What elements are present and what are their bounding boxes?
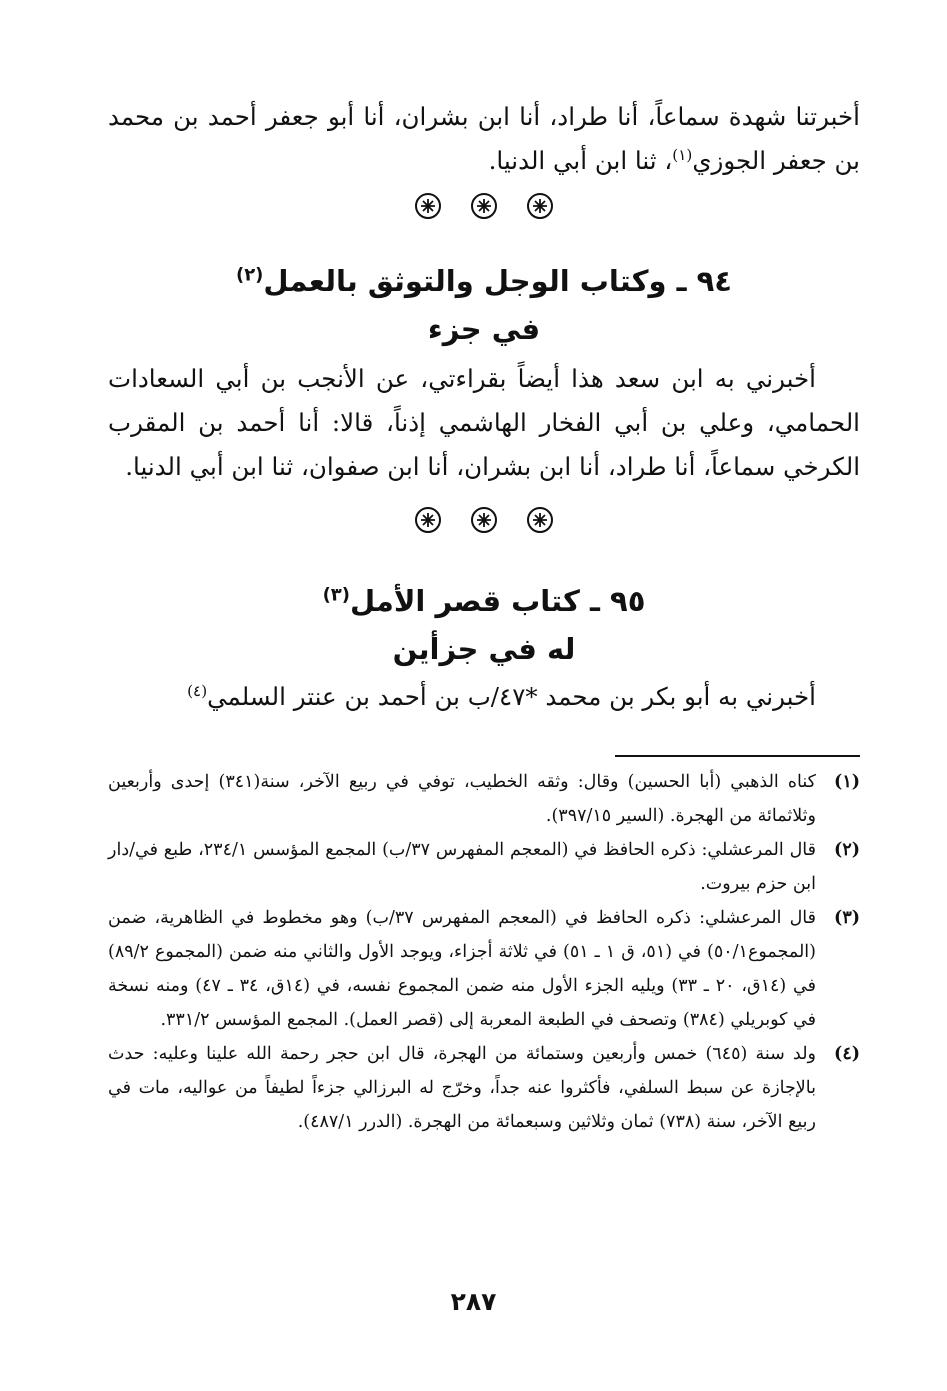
paragraph-isnad-2: أخبرني به ابن سعد هذا أيضاً بقراءتي، عن الأنجب بن أبي السعادات الحمامي، وعلي بن أبي الفخار الهاشمي إذناً، قالا: أنا أحمد بن المقرب الكرخي سماعاً، أنا طراد، أنا ابن بشران، أنا ابن صفوان، ثنا ابن أبي الدنيا. xyxy=(108,364,860,481)
footnote-separator xyxy=(615,755,860,757)
chapter-heading-95 xyxy=(108,577,860,625)
paragraph-isnad-1 xyxy=(108,95,860,183)
ornament-icon xyxy=(527,507,553,533)
page-number: ٢٨٧ xyxy=(450,1287,497,1316)
footnote-text: ولد سنة (٦٤٥) خمس وأربعين وستمائة من الهجرة، قال ابن حجر رحمة الله علينا وعليه: حدث بالإجازة عن سبط السلفي، فأكثروا عنه جداً، وخرّج له البرزالي جزءاً لطيفاً من عواليه، مات في ربيع الآخر، سنة (٧٣٨) ثمان وثلاثين وسبعمائة من الهجرة. (الدرر ٤٨٧/١). xyxy=(108,1044,817,1132)
section-divider-ornaments xyxy=(108,507,860,533)
footnote-text: كناه الذهبي (أبا الحسين) وقال: وثقه الخطيب، توفي في ربيع الآخر، سنة(٣٤١) إحدى وأربعين وثلاثمائة من الهجرة. (السير ٣٩٧/١٥). xyxy=(108,772,817,826)
ornament-icon xyxy=(415,507,441,533)
footnote-number: (٤) xyxy=(834,1044,860,1064)
heading-text: ٩٥ ـ كتاب قصر الأمل xyxy=(349,584,646,618)
paragraph-text: ، ثنا ابن أبي الدنيا. xyxy=(488,146,673,175)
section-divider-ornaments xyxy=(108,193,860,219)
chapter-subheading-94: في جزء xyxy=(427,312,541,346)
footnote-item xyxy=(108,765,860,833)
footnote-item xyxy=(108,1037,860,1139)
footnote-item xyxy=(108,833,860,901)
footnote-ref[interactable]: (٤) xyxy=(187,681,208,700)
heading-text: ٩٤ ـ وكتاب الوجل والتوثق بالعمل xyxy=(263,264,733,298)
chapter-heading-94 xyxy=(108,257,860,305)
footnote-ref[interactable]: (٣) xyxy=(322,584,350,606)
ornament-icon xyxy=(471,193,497,219)
ornament-icon xyxy=(527,193,553,219)
footnote-ref[interactable]: (١) xyxy=(672,145,693,164)
footnote-item xyxy=(108,901,860,1037)
footnote-number: (٢) xyxy=(834,840,860,860)
footnote-ref[interactable]: (٢) xyxy=(235,264,264,286)
footnote-number: (٣) xyxy=(834,908,860,928)
footnote-number: (١) xyxy=(834,772,860,792)
chapter-subheading-95: له في جزأين xyxy=(392,632,576,666)
paragraph-isnad-3 xyxy=(108,675,860,719)
paragraph-text: أخبرني به أبو بكر بن محمد *٤٧/ب بن أحمد بن عنتر السلمي xyxy=(207,682,816,711)
ornament-icon xyxy=(415,193,441,219)
paragraph-text: أخبرتنا شهدة سماعاً، أنا طراد، أنا ابن بشران، أنا أبو جعفر أحمد بن محمد بن جعفر الجوزي xyxy=(108,102,860,175)
ornament-icon xyxy=(471,507,497,533)
footnote-text: قال المرعشلي: ذكره الحافظ في (المعجم المفهرس ٣٧/ب) المجمع المؤسس ٢٣٤/١، طبع في/دار ابن حزم بيروت. xyxy=(108,840,816,894)
footnote-text: قال المرعشلي: ذكره الحافظ في (المعجم المفهرس ٣٧/ب) وهو مخطوط في الظاهرية، ضمن (المجموع٥٠/١) في (٥١، ق ١ ـ ٥١) في ثلاثة أجزاء، ويوجد الأول والثاني منه ضمن (المجموع ٨٩/٢) في (١٤ق، ٢٠ ـ ٣٣) ويليه الجزء الأول منه ضمن المجموع نفسه، في (١٤ق، ٣٤ ـ ٤٧) ومنه نسخة في كوبريلي (٣٨٤) وتصحف في الطبعة المعربة إلى (قصر العمل). المجمع المؤسس ٣٣١/٢. xyxy=(108,908,816,1030)
book-page xyxy=(108,95,860,1360)
footnotes-list xyxy=(108,765,860,1139)
